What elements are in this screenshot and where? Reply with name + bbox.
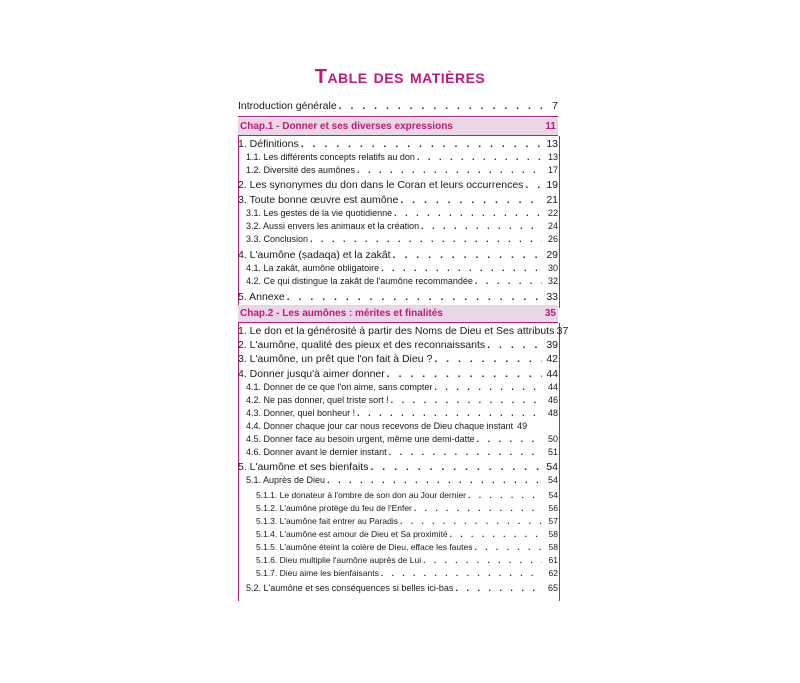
toc-entry-page: 19 (546, 179, 558, 191)
toc-entry-page: 44 (547, 382, 558, 392)
toc-entry[interactable] (238, 220, 558, 233)
chapter-1-header[interactable] (238, 118, 558, 136)
toc-entry-page: 39 (546, 339, 558, 351)
toc-entry-label: 5.1. Auprès de Dieu (246, 475, 326, 485)
dot-leader (327, 474, 542, 487)
toc-entry-page: 37 (556, 325, 569, 337)
toc-entry-page: 44 (546, 368, 558, 380)
toc-entry-label: 5. L'aumône et ses bienfaits (238, 461, 369, 473)
toc-entry-page: 54 (547, 475, 558, 485)
toc-entry-label: 1. Le don et la générosité à partir des Noms de Dieu et Ses attributs (238, 325, 555, 337)
toc-entry-page: 17 (547, 165, 558, 175)
chapter-title: Chap.1 - Donner et ses diverses expressions (240, 121, 453, 132)
chapter-page: 35 (544, 308, 556, 319)
toc-entry[interactable] (256, 541, 558, 554)
dot-leader (400, 515, 542, 528)
toc-entry-label: 3.3. Conclusion (246, 234, 309, 244)
toc-entry-page: 42 (546, 353, 558, 365)
toc-entry[interactable] (238, 339, 558, 352)
toc-entry[interactable] (238, 325, 569, 338)
toc-entry[interactable] (256, 567, 558, 580)
dot-leader (370, 461, 542, 474)
toc-entry-page: 65 (547, 583, 558, 593)
toc-entry-label: 3. L'aumône, un prêt que l'on fait à Dieu ? (238, 353, 433, 365)
dot-leader (468, 489, 542, 502)
toc-entry[interactable] (238, 275, 558, 288)
toc-entry[interactable] (256, 554, 558, 567)
dot-leader (357, 407, 542, 420)
toc-entry[interactable] (238, 433, 558, 446)
toc-entry-label: 4.4. Donner chaque jour car nous recevons de Dieu chaque instant (246, 421, 514, 431)
dot-leader (387, 368, 542, 381)
toc-entry-page: 54 (546, 461, 558, 473)
toc-entry-label: 4.6. Donner avant le dernier instant (246, 447, 387, 457)
toc-entry-label: 5.1.5. L'aumône éteint la colère de Dieu, efface les fautes (256, 542, 473, 552)
toc-entry-label: Introduction générale (238, 100, 337, 112)
toc-entry[interactable] (238, 194, 558, 207)
dot-leader (417, 151, 542, 164)
toc-entry[interactable] (238, 446, 558, 459)
dot-leader (394, 207, 542, 220)
toc-entry-label: 4.1. La zakât, aumône obligatoire (246, 263, 380, 273)
dot-leader (310, 233, 542, 246)
toc-entry-page: 58 (548, 529, 558, 539)
dot-leader (393, 249, 542, 262)
toc-entry-page: 32 (547, 276, 558, 286)
toc-entry-label: 5.1.6. Dieu multiplie l'aumône auprès de Lui (256, 555, 422, 565)
toc-entry[interactable] (238, 249, 558, 262)
toc-entry-label: 5.2. L'aumône et ses conséquences si belles ici-bas (246, 583, 454, 593)
toc-entry-page: 7 (552, 100, 558, 112)
toc-entry-page: 62 (548, 568, 558, 578)
dot-leader (450, 528, 542, 541)
toc-entry-label: 5.1.1. Le donateur à l'ombre de son don au Jour dernier (256, 490, 467, 500)
dot-leader (414, 502, 542, 515)
toc-entry[interactable] (238, 291, 558, 304)
toc-entry-label: 5.1.2. L'aumône protège du feu de l'Enfer (256, 503, 412, 513)
dot-leader (400, 194, 542, 207)
dot-leader (477, 433, 542, 446)
toc-entry-label: 1.1. Les différents concepts relatifs au don (246, 152, 415, 162)
toc-entry-label: 4.3. Donner, quel bonheur ! (246, 408, 356, 418)
dot-leader (421, 220, 542, 233)
toc-entry-label: 5.1.3. L'aumône fait entrer au Paradis (256, 516, 398, 526)
dot-leader (487, 339, 542, 352)
toc-entry-page: 13 (547, 152, 558, 162)
dot-leader (525, 179, 542, 192)
toc-entry[interactable] (256, 489, 558, 502)
toc-entry[interactable] (238, 407, 558, 420)
toc-entry-page: 50 (547, 434, 558, 444)
dot-leader (339, 100, 542, 113)
toc-entry-page: 26 (547, 234, 558, 244)
toc-entry-label: 5.1.4. L'aumône est amour de Dieu et Sa proximité (256, 529, 448, 539)
toc-entry-label: 4.5. Donner face au besoin urgent, même une demi-datte (246, 434, 475, 444)
toc-entry[interactable] (238, 394, 558, 407)
toc-entry-page: 33 (546, 291, 558, 303)
toc-entry[interactable] (238, 138, 558, 151)
page-title: Table des matières (314, 66, 486, 88)
dot-leader (381, 262, 542, 275)
toc-entry[interactable] (238, 368, 558, 381)
toc-entry-page: 22 (547, 208, 558, 218)
toc-entry[interactable] (238, 582, 558, 595)
toc-entry-label: 4. Donner jusqu'à aimer donner (238, 368, 385, 380)
toc-entry-page: 21 (546, 194, 558, 206)
toc-entry-label: 1.2. Diversité des aumônes (246, 165, 356, 175)
toc-entry-label: 1. Définitions (238, 138, 299, 150)
toc-entry-label: 4.2. Ce qui distingue la zakât de l'aumône recommandée (246, 276, 473, 286)
dot-leader (475, 275, 542, 288)
toc-entry-page: 13 (546, 138, 558, 150)
toc-entry-page: 51 (547, 447, 558, 457)
toc-entry[interactable] (238, 381, 558, 394)
dot-leader (389, 446, 542, 459)
toc-entry-label: 3. Toute bonne œuvre est aumône (238, 194, 399, 206)
toc-entry[interactable] (238, 179, 558, 192)
toc-entry-label: 3.1. Les gestes de la vie quotidienne (246, 208, 393, 218)
dot-leader (434, 353, 542, 366)
toc-entry-page: 24 (547, 221, 558, 231)
chapter-page: 11 (545, 121, 556, 132)
dot-leader (434, 381, 542, 394)
dot-leader (301, 138, 542, 151)
toc-entry[interactable] (238, 262, 558, 275)
toc-entry-label: 5.1.7. Dieu aime les bienfaisants (256, 568, 379, 578)
toc-entry-page: 56 (548, 503, 558, 513)
toc-entry-label: 2. Les synonymes du don dans le Coran et leurs occurrences (238, 179, 524, 191)
toc-entry-label: 4.1. Donner de ce que l'on aime, sans compter (246, 382, 433, 392)
toc-entry-page: 29 (546, 249, 558, 261)
toc-entry[interactable] (238, 151, 558, 164)
chapter-2-header[interactable] (238, 305, 558, 323)
toc-entry[interactable] (238, 233, 558, 246)
toc-entry[interactable] (238, 474, 558, 487)
toc-entry-label: 4.2. Ne pas donner, quel triste sort ! (246, 395, 389, 405)
toc-entry-page: 46 (547, 395, 558, 405)
toc-entry-label: 5. Annexe (238, 291, 285, 303)
toc-entry-page: 58 (548, 542, 558, 552)
toc-entry-label: 3.2. Aussi envers les animaux et la création (246, 221, 420, 231)
toc-entry-page: 54 (548, 490, 558, 500)
dot-leader (287, 291, 542, 304)
toc-entry[interactable] (238, 164, 558, 177)
toc-entry[interactable] (238, 353, 558, 366)
toc-entry[interactable] (238, 420, 558, 433)
chapter-title: Chap.2 - Les aumônes : mérites et finalités (240, 308, 443, 319)
dot-leader (423, 554, 542, 567)
toc-entry[interactable] (256, 528, 558, 541)
toc-entry-page: 57 (548, 516, 558, 526)
toc-entry[interactable] (256, 502, 558, 515)
toc-entry-label: 2. L'aumône, qualité des pieux et des reconnaissants (238, 339, 486, 351)
dot-leader (455, 582, 542, 595)
toc-entry-page: 49 (517, 421, 528, 431)
toc-entry[interactable] (238, 461, 558, 474)
toc-entry-intro[interactable] (238, 100, 558, 113)
toc-entry-label: 4. L'aumône (ṣadaqa) et la zakât (238, 249, 391, 261)
dot-leader (357, 164, 542, 177)
toc-entry-page: 30 (547, 263, 558, 273)
divider (238, 116, 558, 117)
toc-entry[interactable] (256, 515, 558, 528)
dot-leader (474, 541, 542, 554)
toc-entry[interactable] (238, 207, 558, 220)
toc-entry-page: 61 (548, 555, 558, 565)
toc-entry-page: 48 (547, 408, 558, 418)
dot-leader (381, 567, 542, 580)
dot-leader (391, 394, 542, 407)
